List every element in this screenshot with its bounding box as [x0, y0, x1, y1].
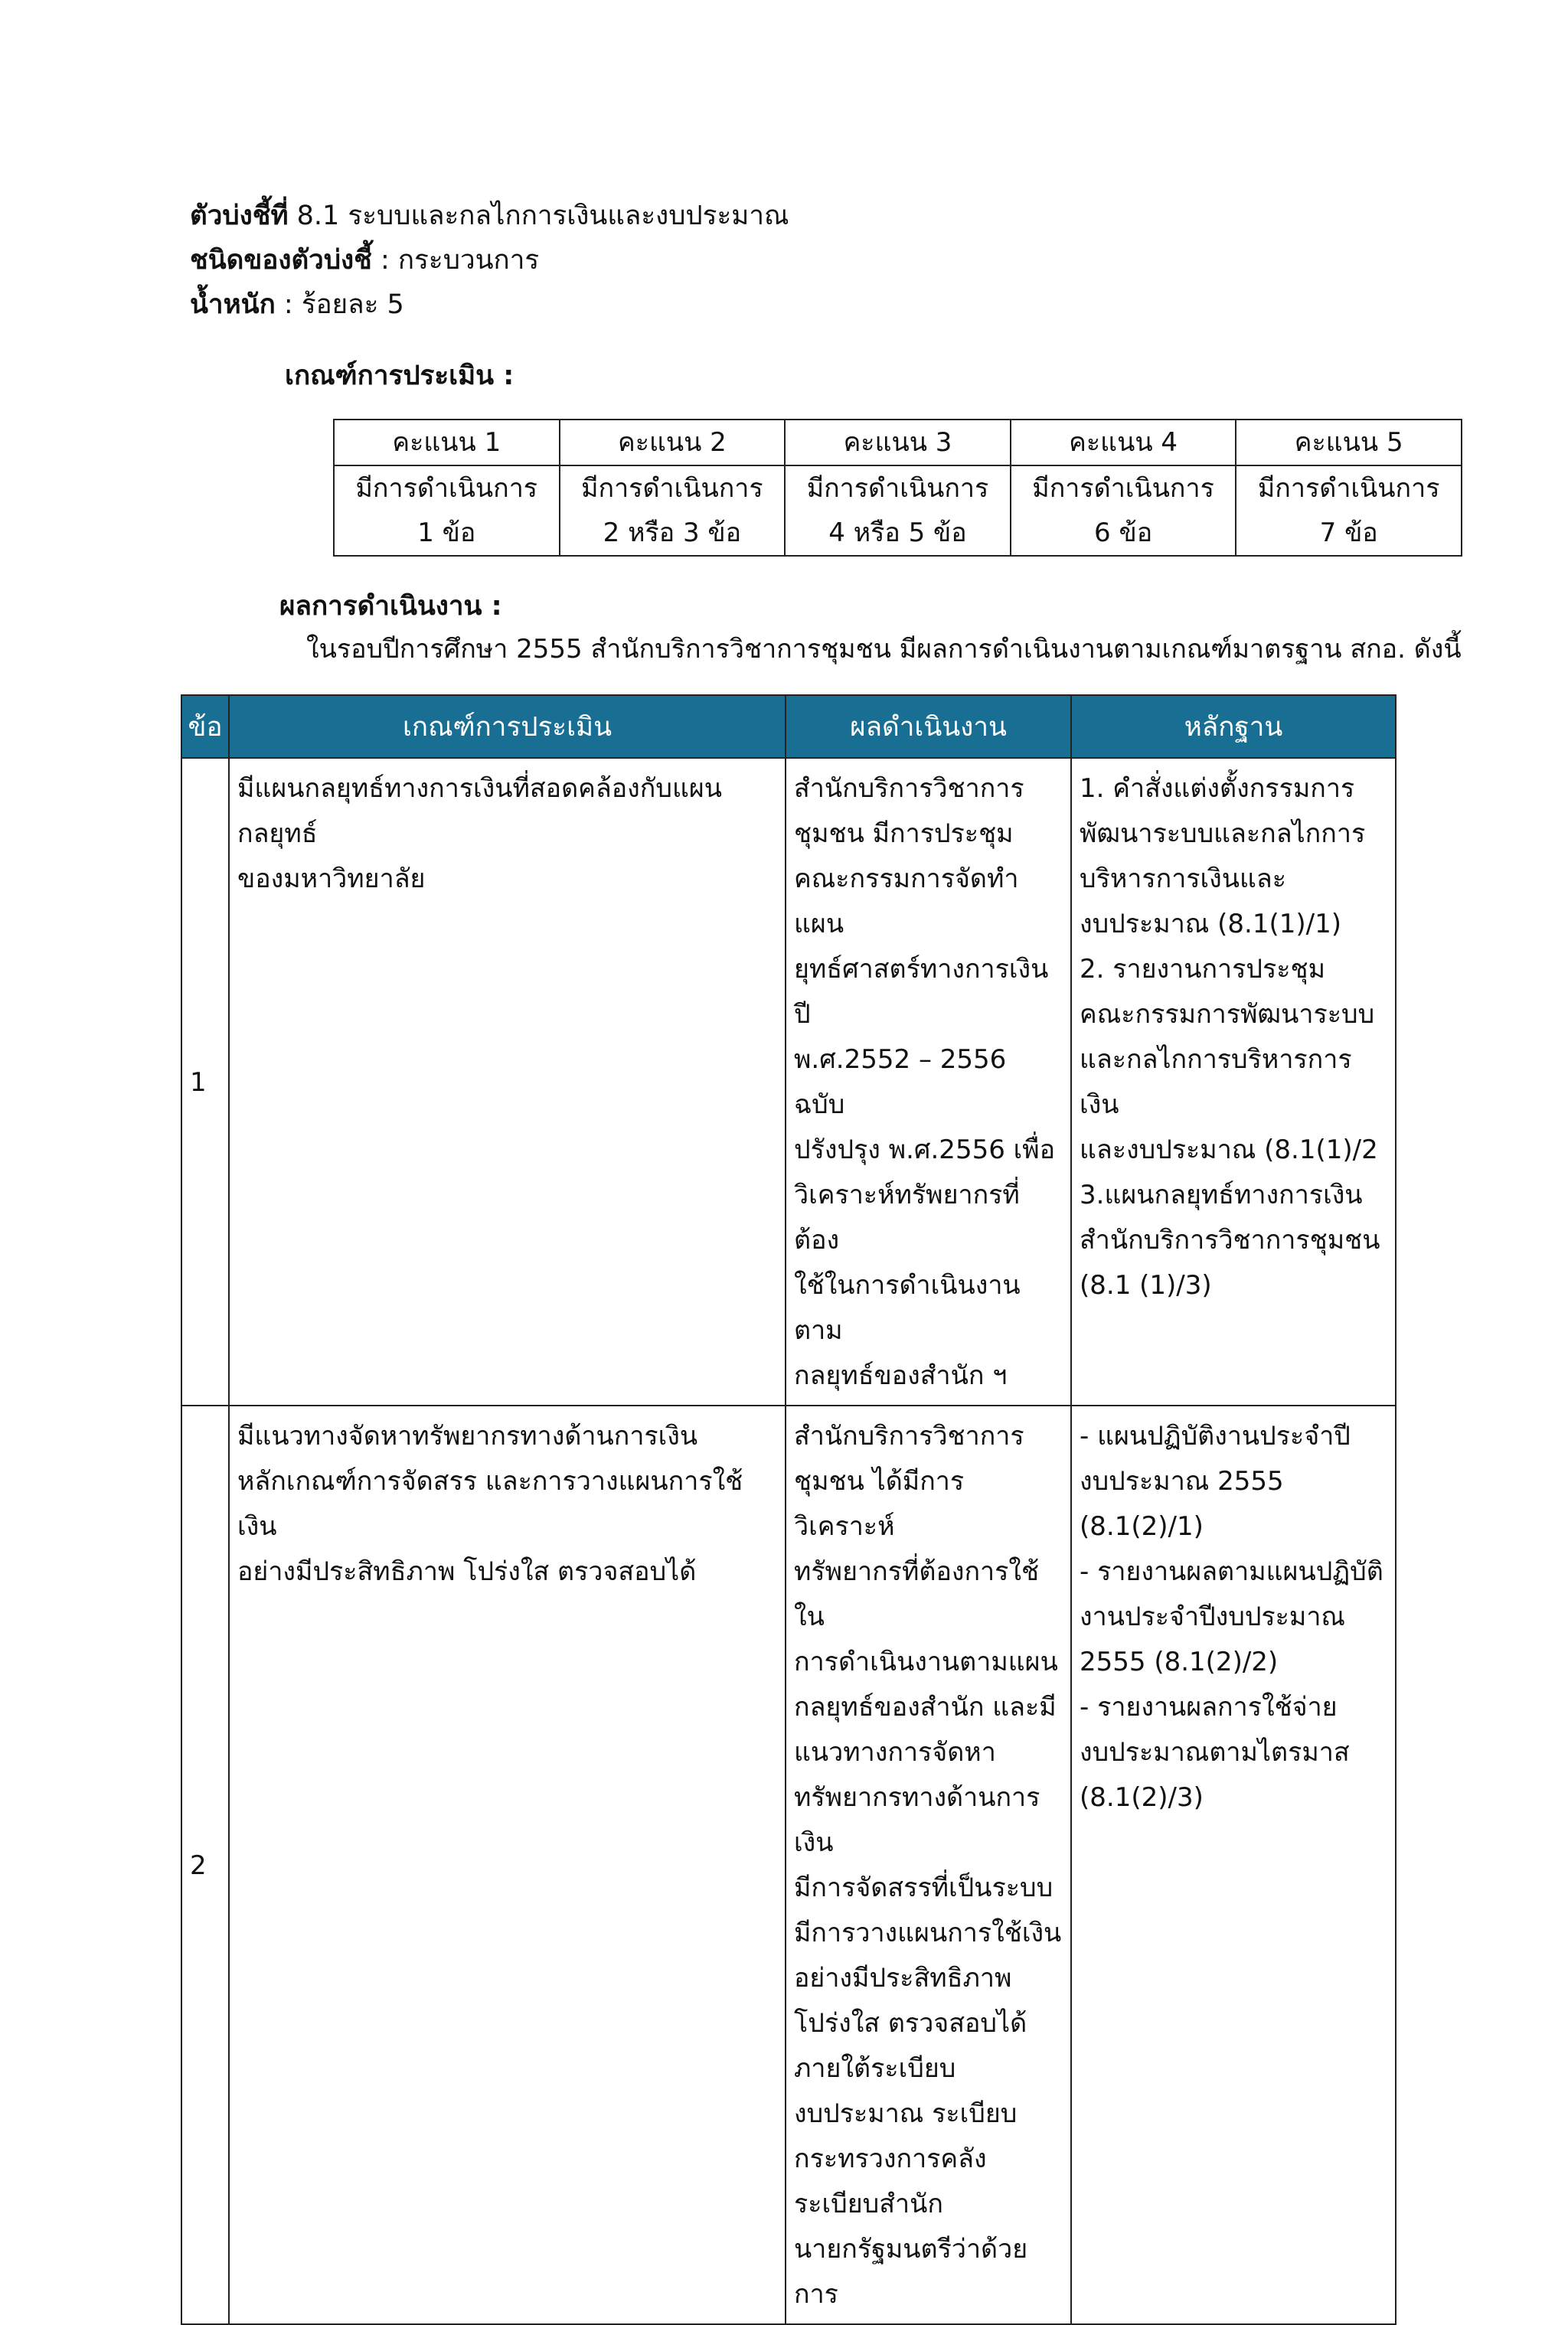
indicator-type-label: ชนิดของตัวบ่งชี้ [190, 245, 372, 276]
row-criteria: มีแผนกลยุทธ์ทางการเงินที่สอดคล้องกับแผนกลยุทธ์ ของมหาวิทยาลัย [229, 758, 786, 1406]
column-header-item: ข้อ [181, 695, 229, 758]
indicator-label: ตัวบ่งชี้ที่ [190, 201, 289, 231]
score-5-header: คะแนน 5 [1236, 420, 1462, 465]
row-outcome: สำนักบริการวิชาการ ชุมชน มีการประชุม คณะกรรมการจัดทำแผน ยุทธ์ศาสตร์ทางการเงิน ปี พ.ศ.2552 – 2556 ฉบับ ปรังปรุง พ.ศ.2556 เพื่อ วิเคราะห์ทรัพยากรที่ต้อง ใช้ในการดำเนินงานตาม กลยุทธ์ของสำนัก ฯ [786, 758, 1071, 1406]
results-heading: ผลการดำเนินงาน : [279, 591, 502, 622]
score-4-header: คะแนน 4 [1011, 420, 1236, 465]
row-outcome: สำนักบริการวิชาการ ชุมชน ได้มีการวิเคราะห์ ทรัพยากรที่ต้องการใช้ใน การดำเนินงานตามแผน กลยุทธ์ของสำนัก และมี แนวทางการจัดหา ทรัพยากรทางด้านการเงิน มีการจัดสรรที่เป็นระบบ มีการวางแผนการใช้เงิน อย่างมีประสิทธิภาพ โปร่งใส ตรวจสอบได้ ภายใต้ระเบียบ งบประมาณ ระเบียบ กระทรวงการคลัง ระเบียบสำนัก นายกรัฐมนตรีว่าด้วยการ [786, 1406, 1071, 2324]
results-table-header [181, 695, 1396, 758]
score-description-row [334, 465, 1462, 556]
indicator-type-line [190, 239, 539, 282]
column-header-outcome: ผลดำเนินงาน [786, 695, 1071, 758]
indicator-line [190, 194, 789, 237]
score-header-row [334, 420, 1462, 465]
table-row [181, 758, 1396, 1406]
score-1-header: คะแนน 1 [334, 420, 560, 465]
row-evidence: 1. คำสั่งแต่งตั้งกรรมการ พัฒนาระบบและกลไกการ บริหารการเงินและ งบประมาณ (8.1(1)/1) 2. รายงานการประชุม คณะกรรมการพัฒนาระบบ และกลไกการบริหารการเงิน และงบประมาณ (8.1(1)/2 3.แผนกลยุทธ์ทางการเงิน สำนักบริการวิชาการชุมชน (8.1 (1)/3) [1071, 758, 1396, 1406]
row-item-number: 1 [181, 758, 229, 1406]
row-item-number: 2 [181, 1406, 229, 2324]
weight-value: : ร้อยละ 5 [275, 289, 404, 320]
score-3-description: มีการดำเนินการ 4 หรือ 5 ข้อ [785, 465, 1011, 556]
row-criteria: มีแนวทางจัดหาทรัพยากรทางด้านการเงิน หลักเกณฑ์การจัดสรร และการวางแผนการใช้เงิน อย่างมีประสิทธิภาพ โปร่งใส ตรวจสอบได้ [229, 1406, 786, 2324]
results-table [181, 694, 1396, 2325]
indicator-value: 8.1 ระบบและกลไกการเงินและงบประมาณ [288, 201, 789, 231]
column-header-criteria: เกณฑ์การประเมิน [229, 695, 786, 758]
weight-label: น้ำหนัก [190, 289, 276, 320]
score-1-description: มีการดำเนินการ 1 ข้อ [334, 465, 560, 556]
table-row [181, 1406, 1396, 2324]
score-4-description: มีการดำเนินการ 6 ข้อ [1011, 465, 1236, 556]
row-evidence: - แผนปฏิบัติงานประจำปี งบประมาณ 2555 (8.1(2)/1) - รายงานผลตามแผนปฏิบัติ งานประจำปีงบประมาณ 2555 (8.1(2)/2) - รายงานผลการใช้จ่าย งบประมาณตามไตรมาส (8.1(2)/3) [1071, 1406, 1396, 2324]
score-3-header: คะแนน 3 [785, 420, 1011, 465]
criteria-heading: เกณฑ์การประเมิน : [285, 361, 514, 391]
score-criteria-table [333, 419, 1462, 557]
score-2-description: มีการดำเนินการ 2 หรือ 3 ข้อ [560, 465, 786, 556]
score-2-header: คะแนน 2 [560, 420, 786, 465]
indicator-type-value: : กระบวนการ [371, 245, 540, 276]
column-header-evidence: หลักฐาน [1071, 695, 1396, 758]
weight-line [190, 283, 404, 326]
results-intro: ในรอบปีการศึกษา 2555 สำนักบริการวิชาการชุมชน มีผลการดำเนินงานตามเกณฑ์มาตรฐาน สกอ. ดังนี้ [306, 634, 1462, 665]
score-5-description: มีการดำเนินการ 7 ข้อ [1236, 465, 1462, 556]
